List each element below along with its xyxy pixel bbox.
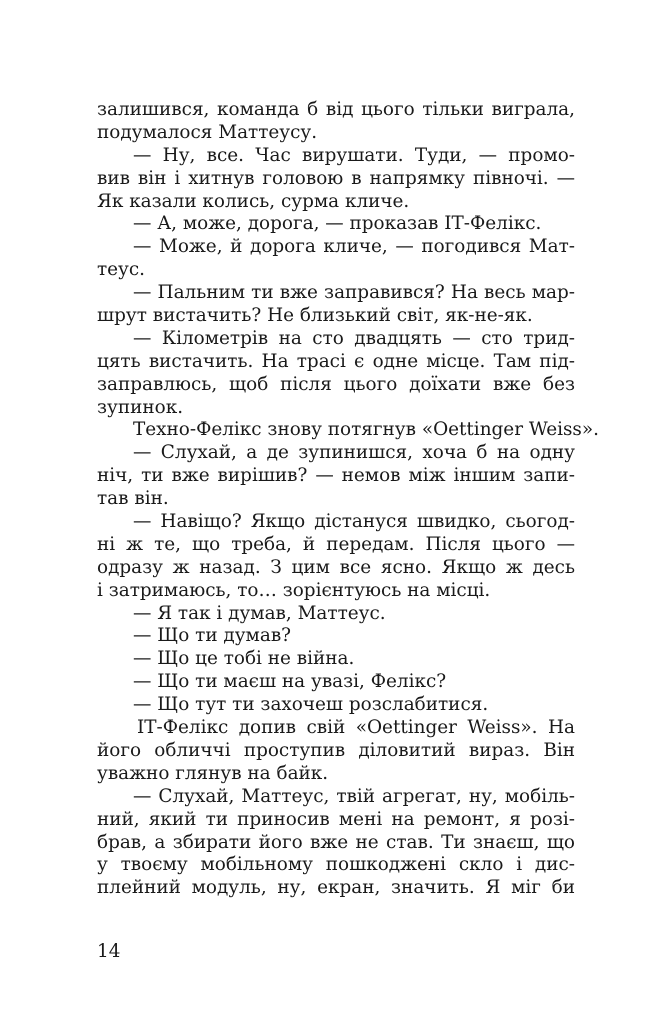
text-line: ніч, ти вже вирішив? — немов між іншим запи- [97,465,575,487]
text-line: — Кілометрів на сто двадцять — сто трид- [133,327,575,349]
text-line: у твоєму мобільному пошкоджені скло і дис- [97,854,575,876]
text-line: одразу ж назад. З цим все ясно. Якщо ж десь [97,556,575,578]
text-line: — Що ти думав? [133,625,292,647]
text-line: Техно-Фелікс знову потягнув «Oettinger Weiss». [133,419,599,441]
text-line: брав, а збирати його вже не став. Ти знаєш, що [97,831,575,853]
text-line: — Слухай, Маттеус, твій агрегат, ну, мобіль- [133,785,575,807]
text-line: — Що це тобі не війна. [133,648,355,670]
text-line: зупинок. [97,396,184,418]
body-text [97,99,599,900]
text-line: — Слухай, а де зупинишся, хоча б на одну [133,442,575,464]
text-line: плейний модуль, ну, екран, значить. Я міг би [97,877,575,899]
text-line: і затримаюсь, то… зорієнтуюсь на місці. [97,579,491,601]
text-line: залишився, команда б від цього тільки виграла, [97,99,575,120]
text-line: Як казали колись, сурма кличе. [97,190,410,212]
text-line: — Ну, все. Час вирушати. Туди, — промо- [133,144,575,166]
text-line: — Я так і думав, Маттеус. [133,602,386,624]
text-line: ні ж те, що треба, й передам. Після цього — [97,533,575,555]
text-line: — Може, й дорога кличе, — погодився Мат- [133,236,575,258]
page-number: 14 [97,941,121,962]
text-line: — А, може, дорога, — проказав ІТ-Фелікс. [133,213,542,235]
text-line: — Пальним ти вже заправився? На весь мар- [133,282,575,304]
text-line: подумалося Маттеусу. [97,121,318,143]
text-line: — Навіщо? Якщо дістануся швидко, сьогод- [133,511,575,533]
text-line: заправлюсь, щоб після цього доїхати вже без [97,373,575,395]
text-line: — Що тут ти захочеш розслабитися. [133,694,489,716]
text-line: вив він і хитнув головою в напрямку півночі. — [97,167,575,189]
text-line: тав він. [97,488,169,510]
text-line: — Що ти маєш на увазі, Фелікс? [133,671,447,693]
text-line: ний, який ти приносив мені на ремонт, я розі- [97,808,575,830]
text-line: ІТ-Фелікс допив свій «Oettinger Weiss». На [137,717,575,739]
text-line: цять вистачить. На трасі є одне місце. Там під- [97,350,575,372]
text-line: уважно глянув на байк. [97,762,329,784]
text-line: шрут вистачить? Не близький світ, як-не-як. [97,305,533,327]
text-line: теус. [97,259,146,281]
text-line: його обличчі проступив діловитий вираз. Він [97,739,575,761]
